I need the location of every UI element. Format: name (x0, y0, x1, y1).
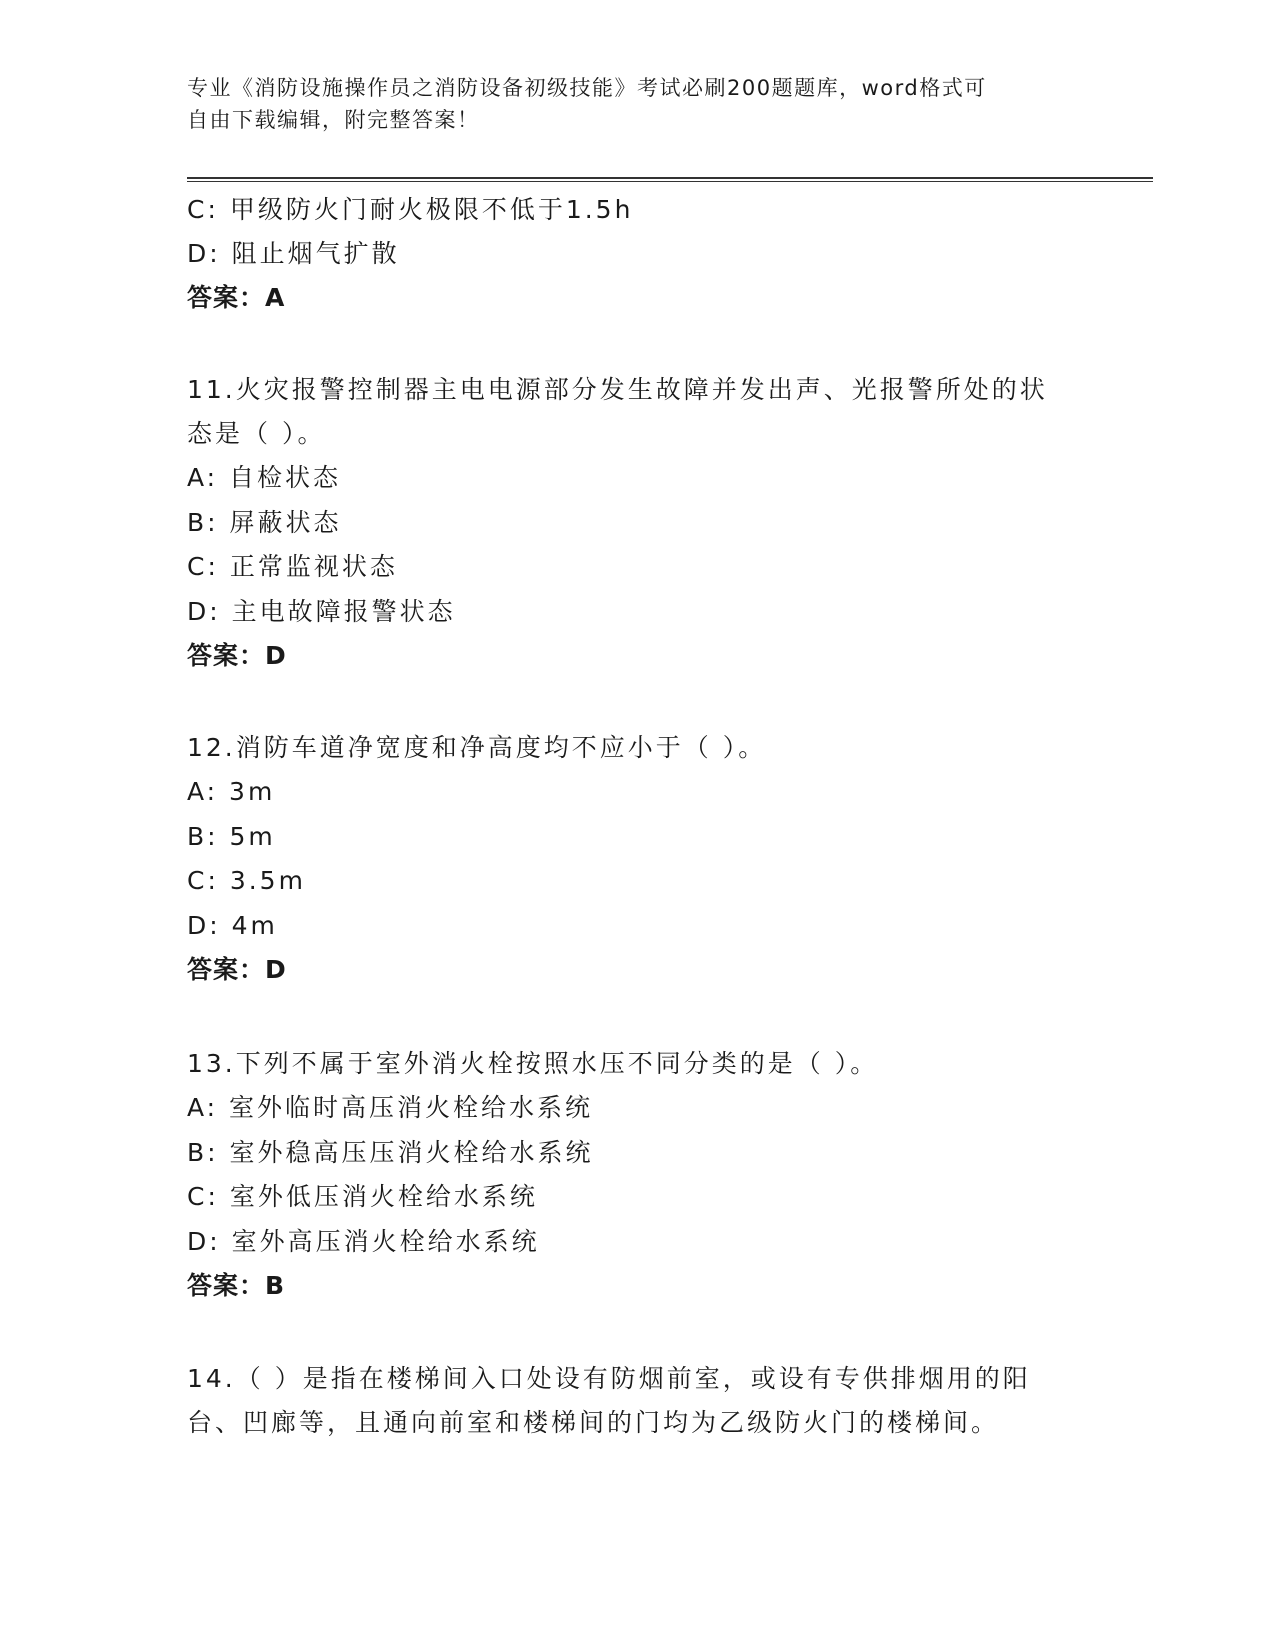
q12-option-c: C: 3.5m (187, 866, 306, 895)
q10-option-d: D: 阻止烟气扩散 (187, 239, 400, 268)
header-divider (187, 177, 1153, 182)
q14-stem-line-2: 台、凹廊等，且通向前室和楼梯间的门均为乙级防火门的楼梯间。 (187, 1408, 1000, 1437)
header-line-1: 专业《消防设施操作员之消防设备初级技能》考试必刷200题题库，word格式可 (187, 76, 987, 100)
q11-option-b: B: 屏蔽状态 (187, 508, 342, 537)
header-line-2: 自由下载编辑，附完整答案！ (187, 108, 480, 132)
q13-option-d: D: 室外高压消火栓给水系统 (187, 1227, 540, 1256)
q12-option-a: A: 3m (187, 777, 276, 806)
q13-stem: 13.下列不属于室外消火栓按照水压不同分类的是（ ）。 (187, 1049, 879, 1078)
q12-option-d: D: 4m (187, 911, 278, 940)
q12-answer: 答案：D (187, 955, 287, 984)
q13-option-c: C: 室外低压消火栓给水系统 (187, 1182, 538, 1211)
q11-answer: 答案：D (187, 641, 287, 670)
q11-stem-line-1: 11.火灾报警控制器主电电源部分发生故障并发出声、光报警所处的状 (187, 375, 1048, 404)
q13-answer: 答案：B (187, 1271, 286, 1300)
q11-option-d: D: 主电故障报警状态 (187, 597, 456, 626)
q11-option-c: C: 正常监视状态 (187, 552, 398, 581)
q14-stem-line-1: 14.（ ）是指在楼梯间入口处设有防烟前室，或设有专供排烟用的阳 (187, 1364, 1031, 1393)
q12-stem: 12.消防车道净宽度和净高度均不应小于（ ）。 (187, 733, 767, 762)
q13-option-b: B: 室外稳高压压消火栓给水系统 (187, 1138, 594, 1167)
q11-stem-line-2: 态是（ ）。 (187, 419, 326, 448)
q10-option-c: C: 甲级防火门耐火极限不低于1.5h (187, 195, 634, 224)
q11-option-a: A: 自检状态 (187, 463, 342, 492)
q13-option-a: A: 室外临时高压消火栓给水系统 (187, 1093, 594, 1122)
document-header (187, 72, 1067, 136)
q12-option-b: B: 5m (187, 822, 276, 851)
q10-answer: 答案：A (187, 283, 286, 312)
